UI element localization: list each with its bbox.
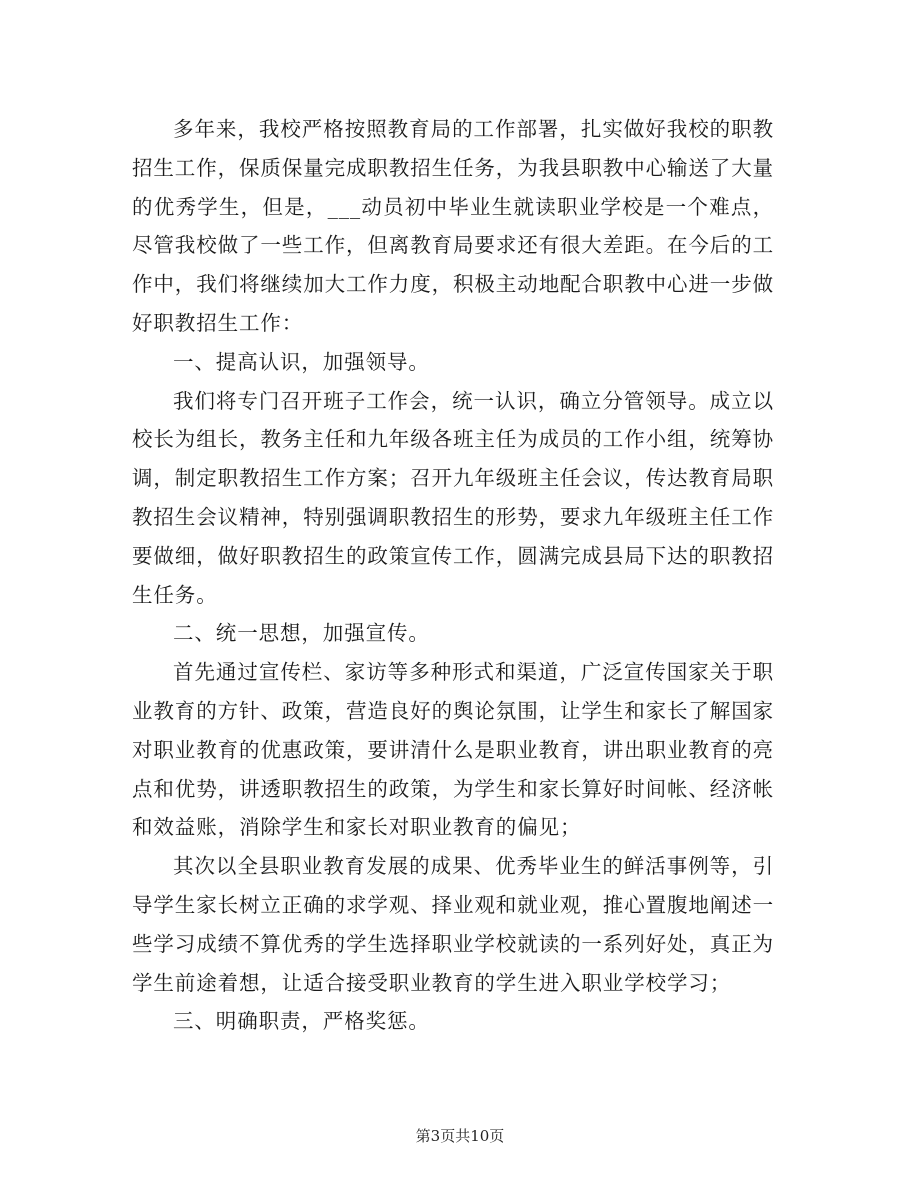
paragraph-intro: 多年来，我校严格按照教育局的工作部署，扎实做好我校的职教招生工作，保质保量完成职教招生任务，为我县职教中心输送了大量的优秀学生，但是，___动员初中毕业生就读职业学校是一个难点，尽管我校做了一些工作，但离教育局要求还有很大差距。在今后的工作中，我们将继续加大工作力度，积极主动地配合职教中心进一步做好职教招生工作：	[132, 117, 774, 335]
page-number: 第3页共10页	[415, 1127, 505, 1145]
paragraph-section-2b: 其次以全县职业教育发展的成果、优秀毕业生的鲜活事例等，引导学生家长树立正确的求学观、择业观和就业观，推心置腹地阐述一些学习成绩不算优秀的学生选择职业学校就读的一系列好处，真正为学生前途着想，让适合接受职业教育的学生进入职业学校学习；	[132, 854, 774, 995]
document-body	[132, 110, 774, 1041]
paragraph-section-1: 我们将专门召开班子工作会，统一认识，确立分管领导。成立以校长为组长，教务主任和九年级各班主任为成员的工作小组，统筹协调，制定职教招生工作方案；召开九年级班主任会议，传达教育局职教招生会议精神，特别强调职教招生的形势，要求九年级班主任工作要做细，做好职教招生的政策宣传工作，圆满完成县局下达的职教招生任务。	[132, 388, 774, 607]
section-heading-2: 二、统一思想，加强宣传。	[173, 621, 430, 646]
section-heading-3: 三、明确职责，严格奖惩。	[173, 1009, 430, 1034]
paragraph-section-2a: 首先通过宣传栏、家访等多种形式和渠道，广泛宣传国家关于职业教育的方针、政策，营造良好的舆论氛围，让学生和家长了解国家对职业教育的优惠政策，要讲清什么是职业教育，讲出职业教育的亮点和优势，讲透职教招生的政策，为学生和家长算好时间帐、经济帐和效益账，消除学生和家长对职业教育的偏见；	[132, 660, 774, 840]
section-heading-1: 一、提高认识，加强领导。	[173, 349, 430, 374]
